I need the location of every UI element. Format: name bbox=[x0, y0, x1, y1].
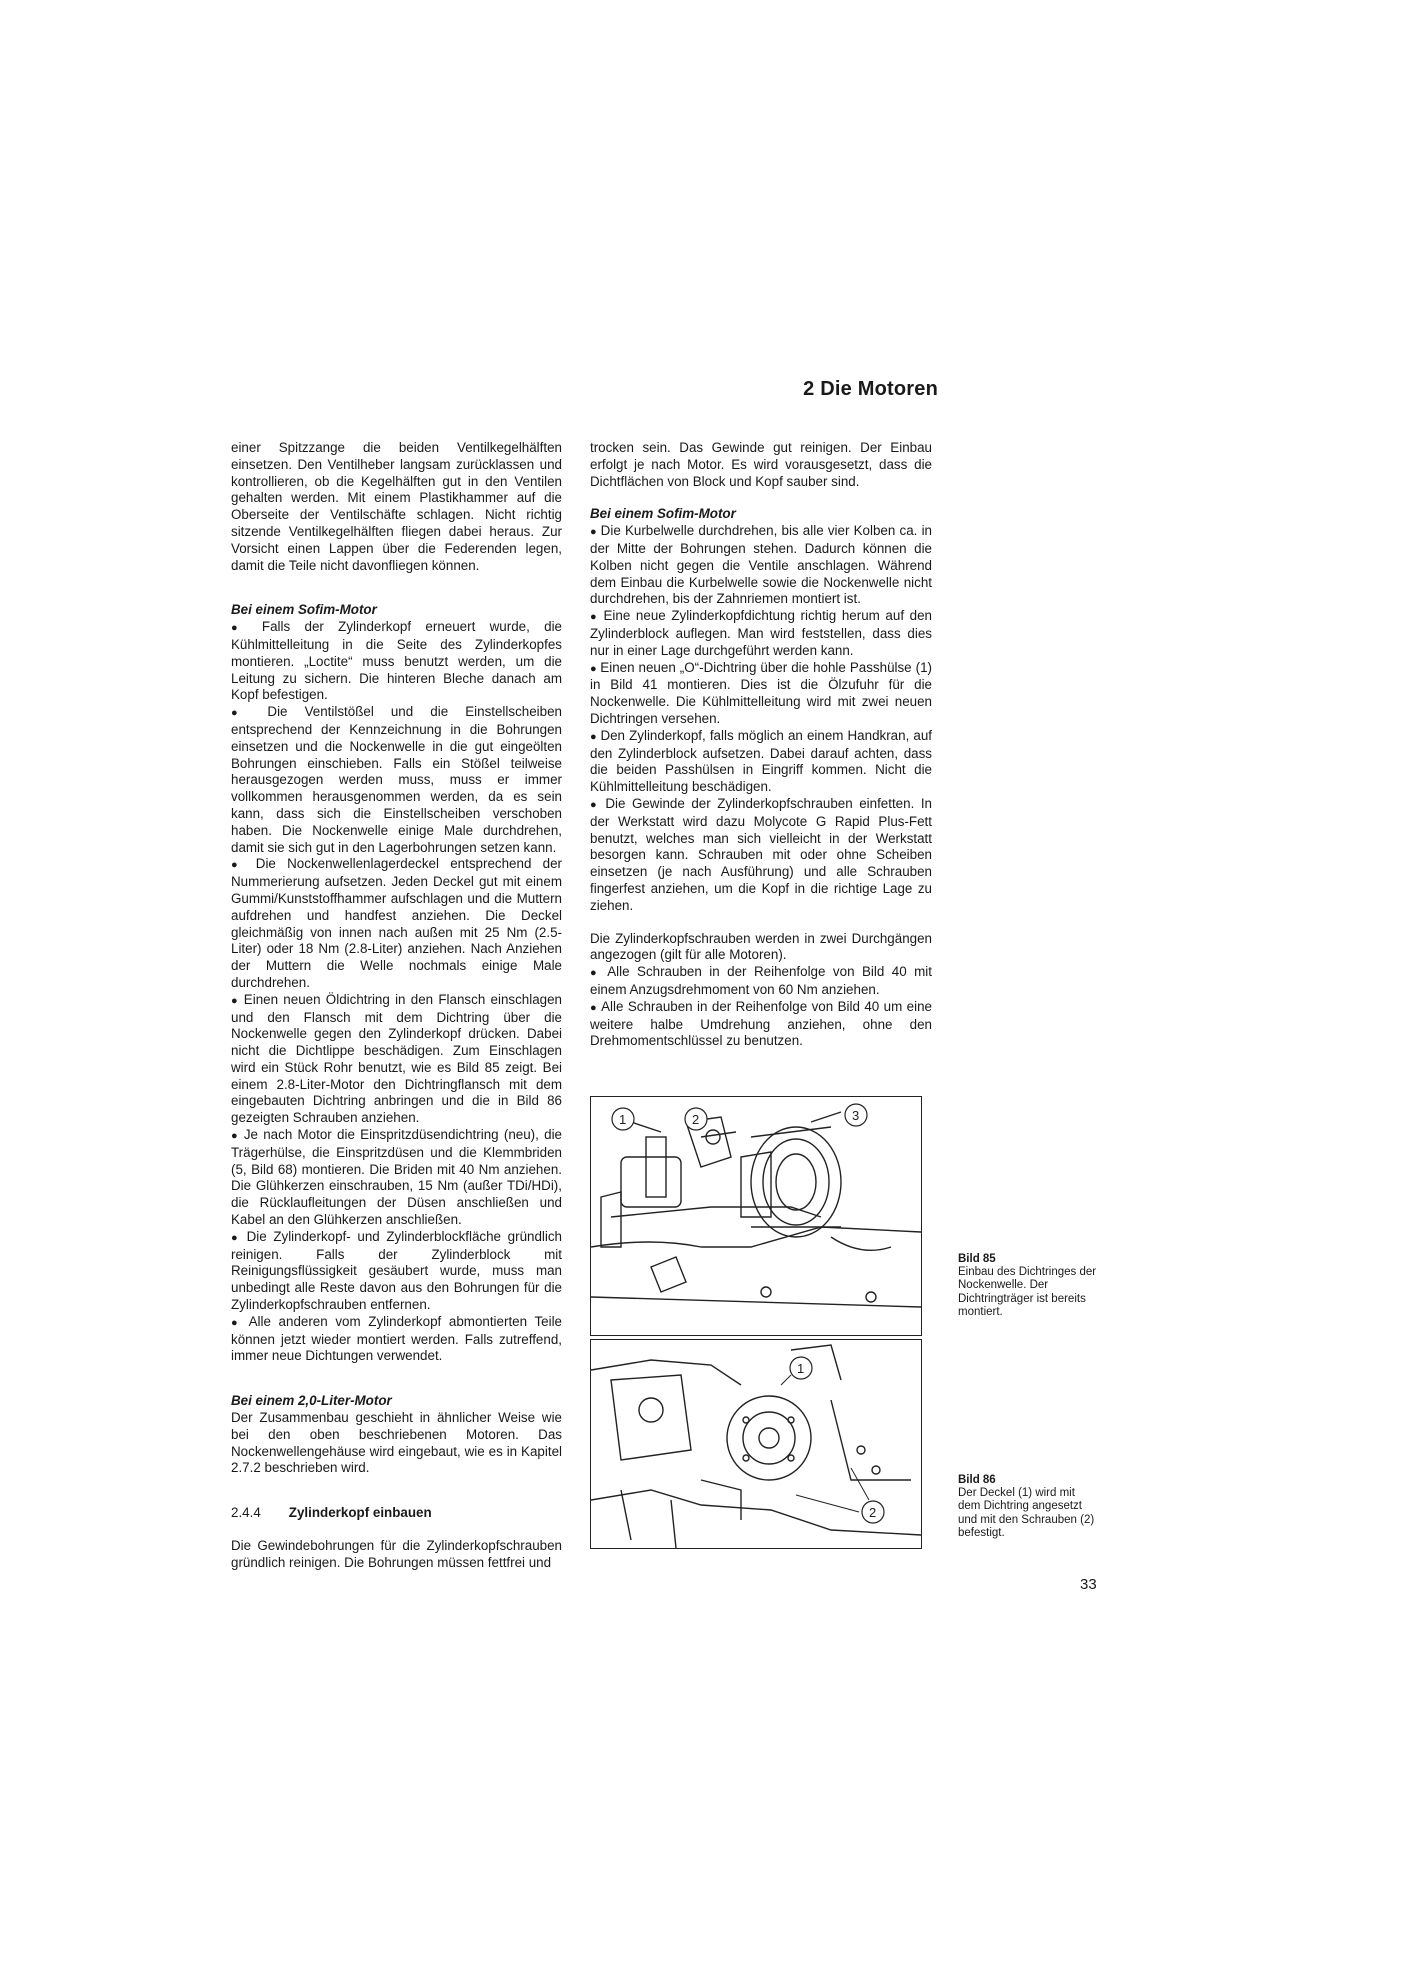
section-number: 2.4.4 bbox=[231, 1505, 261, 1521]
figure-85-caption bbox=[958, 1253, 1098, 1319]
figure-86-caption bbox=[958, 1474, 1098, 1540]
figure-label: Bild 86 bbox=[958, 1474, 996, 1486]
bullet-item: ● Alle Schrauben in der Reihenfolge von Bild 40 mit einem Anzugsdrehmoment von 60 Nm anziehen. bbox=[590, 964, 932, 999]
callout-1: 1 bbox=[619, 1112, 627, 1127]
callout-2: 2 bbox=[692, 1112, 700, 1127]
paragraph: einer Spitzzange die beiden Ventilkegelhälften einsetzen. Den Ventilheber langsam zurücklassen und kontrollieren, ob die Kegelhälften gut in den Ventilen gehalten werden. Mit einem Plastikhammer auf die Oberseite der Ventilschäfte schlagen. Nicht richtig sitzende Ventilkegelhälften fliegen dabei heraus. Zur Vorsicht einen Lappen über die Federenden legen, damit die Teile nicht davonfliegen können. bbox=[231, 440, 562, 573]
subheading-sofim: Bei einem Sofim-Motor bbox=[590, 506, 736, 522]
bullet-item: ● Alle Schrauben in der Reihenfolge von Bild 40 um eine weitere halbe Umdrehung anziehen, ohne den Drehmomentschlüssel zu benutzen. bbox=[590, 999, 932, 1050]
paragraph: trocken sein. Das Gewinde gut reinigen. Der Einbau erfolgt je nach Motor. Es wird vorausgesetzt, dass die Dichtflächen von Block und Kopf sauber sind. bbox=[590, 440, 932, 489]
figure-86-engine-illustration bbox=[590, 1339, 922, 1549]
figure-85-engine-illustration bbox=[590, 1096, 922, 1336]
page-number: 33 bbox=[1080, 1576, 1097, 1593]
callout-1: 1 bbox=[797, 1361, 805, 1376]
engine-cover-drawing bbox=[591, 1340, 921, 1548]
paragraph: Die Gewindebohrungen für die Zylinderkopfschrauben gründlich reinigen. Die Bohrungen müssen fettfrei und bbox=[231, 1538, 562, 1570]
bullet-item: ● Die Ventilstößel und die Einstellscheiben entsprechend der Kennzeichnung in die Bohrungen einsetzen und die Nockenwelle in die gut eingeölten Bohrungen einschieben. Falls ein Stößel teilweise herausgezogen werden muss, muss er immer vollkommen herausgenommen werden, da es sein kann, dass sich die Einstellscheiben verschoben haben. Die Nockenwelle einige Male durchdrehen, damit sie sich gut in den Lagerbohrungen setzen kann. bbox=[231, 704, 562, 856]
right-text-column bbox=[590, 440, 932, 1050]
bullet-item: ● Die Kurbelwelle durchdrehen, bis alle vier Kolben ca. in der Mitte der Bohrungen stehen. Dadurch können die Kolben nicht gegen die Ventile anschlagen. Während dem Einbau die Kurbelwelle sowie die Nockenwelle nicht durchdrehen, bis der Zahnriemen montiert ist. bbox=[590, 523, 932, 608]
bullet-item: ● Eine neue Zylinderkopfdichtung richtig herum auf den Zylinderblock auflegen. Man wird feststellen, dass dies nur in einer Lage durchgeführt werden kann. bbox=[590, 608, 932, 659]
bullet-item: ● Je nach Motor die Einspritzdüsendichtring (neu), die Trägerhülse, die Einspritzdüsen und die Klemmbriden (5, Bild 68) montieren. Die Briden mit 40 Nm anziehen. Die Glühkerzen einschrauben, 15 Nm (außer TDi/HDi), die Rücklaufleitungen der Düsen anschließen und Kabel an den Glühkerzen anschließen. bbox=[231, 1127, 562, 1229]
paragraph: Die Zylinderkopfschrauben werden in zwei Durchgängen angezogen (gilt für alle Motoren). bbox=[590, 930, 932, 963]
engine-seal-drawing bbox=[591, 1097, 921, 1335]
subheading-sofim: Bei einem Sofim-Motor bbox=[231, 602, 377, 618]
bullet-item: ● Den Zylinderkopf, falls möglich an einem Handkran, auf den Zylinderblock aufsetzen. Dabei darauf achten, dass die beiden Passhülsen in Eingriff kommen. Nicht die Kühlmittelleitung beschädigen. bbox=[590, 728, 932, 796]
bullet-item: ● Alle anderen vom Zylinderkopf abmontierten Teile können jetzt wieder montiert werden. Falls zutreffend, immer neue Dichtungen verwendet. bbox=[231, 1314, 562, 1365]
bullet-item: ● Falls der Zylinderkopf erneuert wurde, die Kühlmittelleitung in die Seite des Zylinderkopfes montieren. „Loctite“ muss benutzt werden, um die Leitung zu sichern. Die hinteren Bleche danach am Kopf befestigen. bbox=[231, 619, 562, 704]
bullet-item: ● Die Zylinderkopf- und Zylinderblockfläche gründlich reinigen. Falls der Zylinderblock mit Reinigungsflüssigkeit gesäubert wurde, muss man unbedingt alle Reste davon aus den Bohrungen für die Zylinderkopfschrauben entfernen. bbox=[231, 1229, 562, 1314]
chapter-title: 2 Die Motoren bbox=[803, 378, 938, 400]
figure-label: Bild 85 bbox=[958, 1253, 996, 1265]
bullet-item: ● Die Gewinde der Zylinderkopfschrauben einfetten. In der Werkstatt wird dazu Molycote G Rapid Plus-Fett benutzt, welches man sich vielleicht in der Werkstatt besorgen kann. Schrauben mit oder ohne Scheiben einsetzen (je nach Ausführung) und alle Schrauben fingerfest anziehen, um die Kopf in die richtige Lage zu ziehen. bbox=[590, 796, 932, 915]
bullet-item: ● Die Nockenwellenlagerdeckel entsprechend der Nummerierung aufsetzen. Jeden Deckel gut mit einem Gummi/Kunststoffhammer aufschlagen und die Muttern aufdrehen und handfest anziehen. Die Deckel gleichmäßig von innen nach außen mit 25 Nm (2.5-Liter) oder 18 Nm (2.8-Liter) anziehen. Nach Anziehen der Muttern die Welle nochmals einige Male durchdrehen. bbox=[231, 856, 562, 991]
callout-3: 3 bbox=[852, 1108, 860, 1123]
caption-text: Einbau des Dichtringes der Nockenwelle. Der Dichtringträger ist bereits montiert. bbox=[958, 1266, 1097, 1318]
subheading-2-0-liter: Bei einem 2,0-Liter-Motor bbox=[231, 1393, 392, 1409]
caption-text: Der Deckel (1) wird mit dem Dichtring angesetzt und mit den Schrauben (2) befestigt. bbox=[958, 1487, 1095, 1539]
left-text-column bbox=[231, 440, 562, 1572]
paragraph: Der Zusammenbau geschieht in ähnlicher Weise wie bei den oben beschriebenen Motoren. Das Nockenwellengehäuse wird eingebaut, wie es in Kapitel 2.7.2 beschrieben wird. bbox=[231, 1410, 562, 1476]
section-title: Zylinderkopf einbauen bbox=[288, 1505, 432, 1521]
bullet-item: ● Einen neuen Öldichtring in den Flansch einschlagen und den Flansch mit dem Dichtring über die Nockenwelle gegen den Zylinderkopf drücken. Dabei nicht die Dichtlippe beschädigen. Zum Einschlagen wird ein Stück Rohr benutzt, wie es Bild 85 zeigt. Bei einem 2.8-Liter-Motor den Dichtringflansch mit dem eingebauten Dichtring anbringen und die in Bild 86 gezeigten Schrauben anziehen. bbox=[231, 992, 562, 1127]
bullet-item: ● Einen neuen „O“-Dichtring über die hohle Passhülse (1) in Bild 41 montieren. Dies ist die Ölzufuhr für die Nockenwelle. Die Kühlmittelleitung wird mit zwei neuen Dichtringen versehen. bbox=[590, 660, 932, 728]
callout-2: 2 bbox=[869, 1505, 877, 1520]
section-heading bbox=[231, 1505, 562, 1522]
